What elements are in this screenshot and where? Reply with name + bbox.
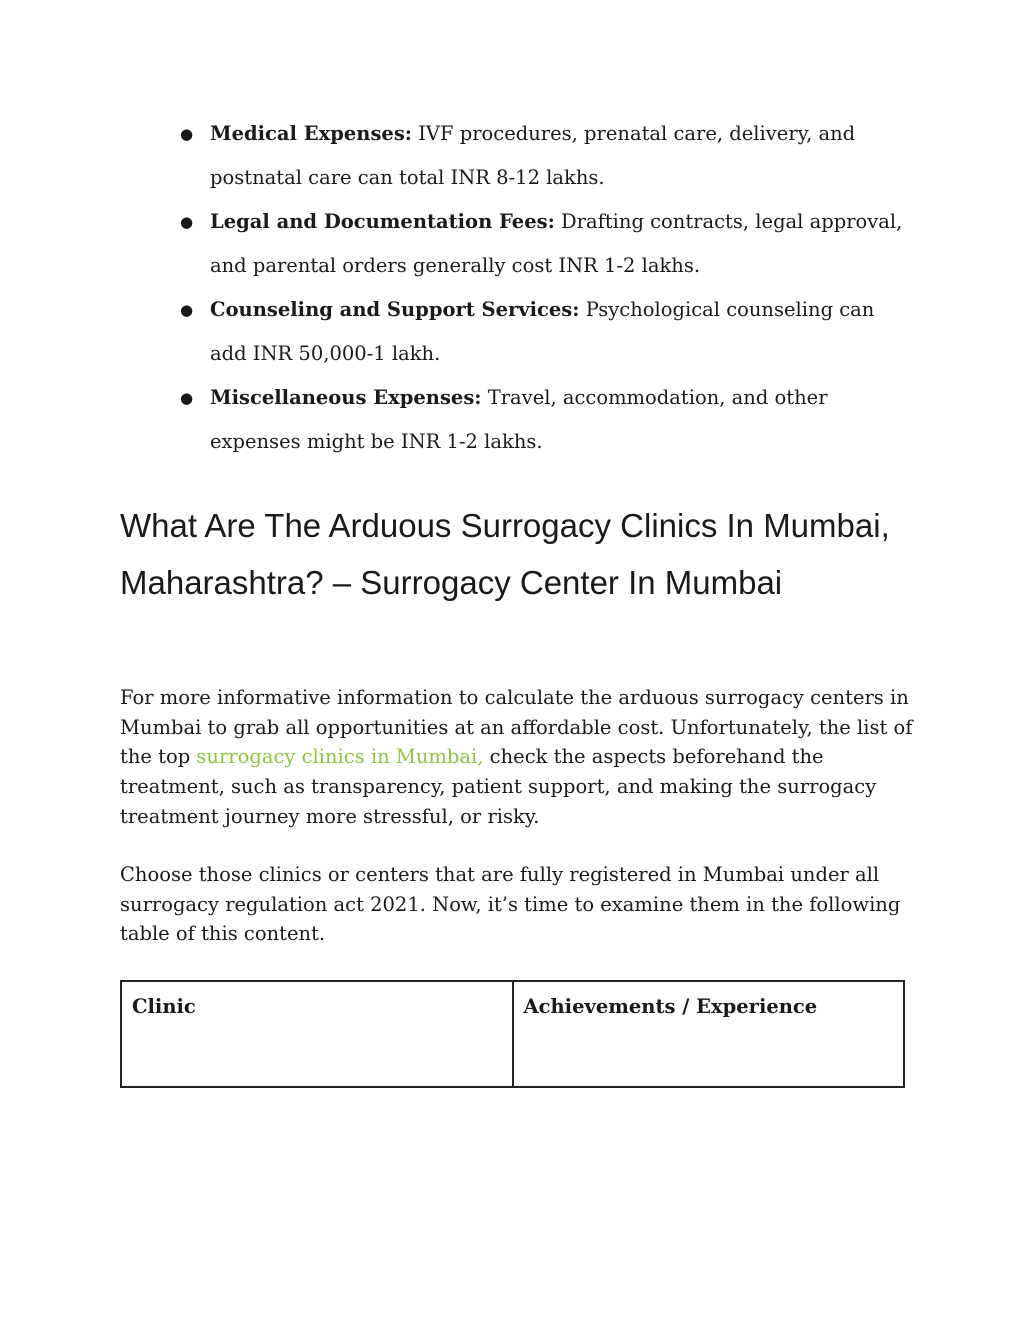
- bullet-label: Medical Expenses:: [210, 122, 413, 145]
- bullet-text: IVF procedures, prenatal care, delivery, and postnatal care can total INR 8-12 lakhs.: [210, 122, 856, 189]
- bullet-icon: ●: [180, 389, 194, 407]
- clinic-table: [120, 980, 905, 1088]
- expense-list: [180, 112, 910, 464]
- table-header-achievements: Achievements / Experience: [513, 981, 905, 1087]
- list-item: [180, 112, 910, 200]
- paragraph-text: check the aspects beforehand the treatment, such as transparency, patient support, and making the surrogacy treatment journey more stressful, or risky.: [120, 745, 877, 828]
- bullet-label: Counseling and Support Services:: [210, 298, 580, 321]
- bullet-text: Drafting contracts, legal approval, and parental orders generally cost INR 1-2 lakhs.: [210, 210, 903, 277]
- bullet-icon: ●: [180, 301, 194, 319]
- list-item: [180, 288, 910, 376]
- list-item: [180, 376, 910, 464]
- second-paragraph: Choose those clinics or centers that are fully registered in Mumbai under all surrogacy regulation act 2021. Now, it’s time to examine them in the following table of this content.: [120, 863, 901, 946]
- list-item: [180, 200, 910, 288]
- bullet-label: Miscellaneous Expenses:: [210, 386, 482, 409]
- bullet-text: Psychological counseling can add INR 50,000-1 lakh.: [210, 298, 875, 365]
- bullet-label: Legal and Documentation Fees:: [210, 210, 555, 233]
- surrogacy-clinics-link[interactable]: surrogacy clinics in Mumbai,: [196, 745, 484, 769]
- bullet-icon: ●: [180, 213, 194, 231]
- intro-paragraph: [120, 683, 915, 832]
- paragraph-text: For more informative information to calculate the arduous surrogacy centers in Mumbai to grab all opportunities at an affordable cost. Unfortunately, the list of the top: [120, 686, 913, 769]
- bullet-icon: ●: [180, 125, 194, 143]
- table-header-clinic: Clinic: [121, 981, 513, 1087]
- table-header-row: [121, 981, 904, 1087]
- section-heading: What Are The Arduous Surrogacy Clinics In Mumbai, Maharashtra? – Surrogacy Center In Mumbai: [120, 507, 890, 601]
- bullet-text: Travel, accommodation, and other expenses might be INR 1-2 lakhs.: [210, 386, 828, 453]
